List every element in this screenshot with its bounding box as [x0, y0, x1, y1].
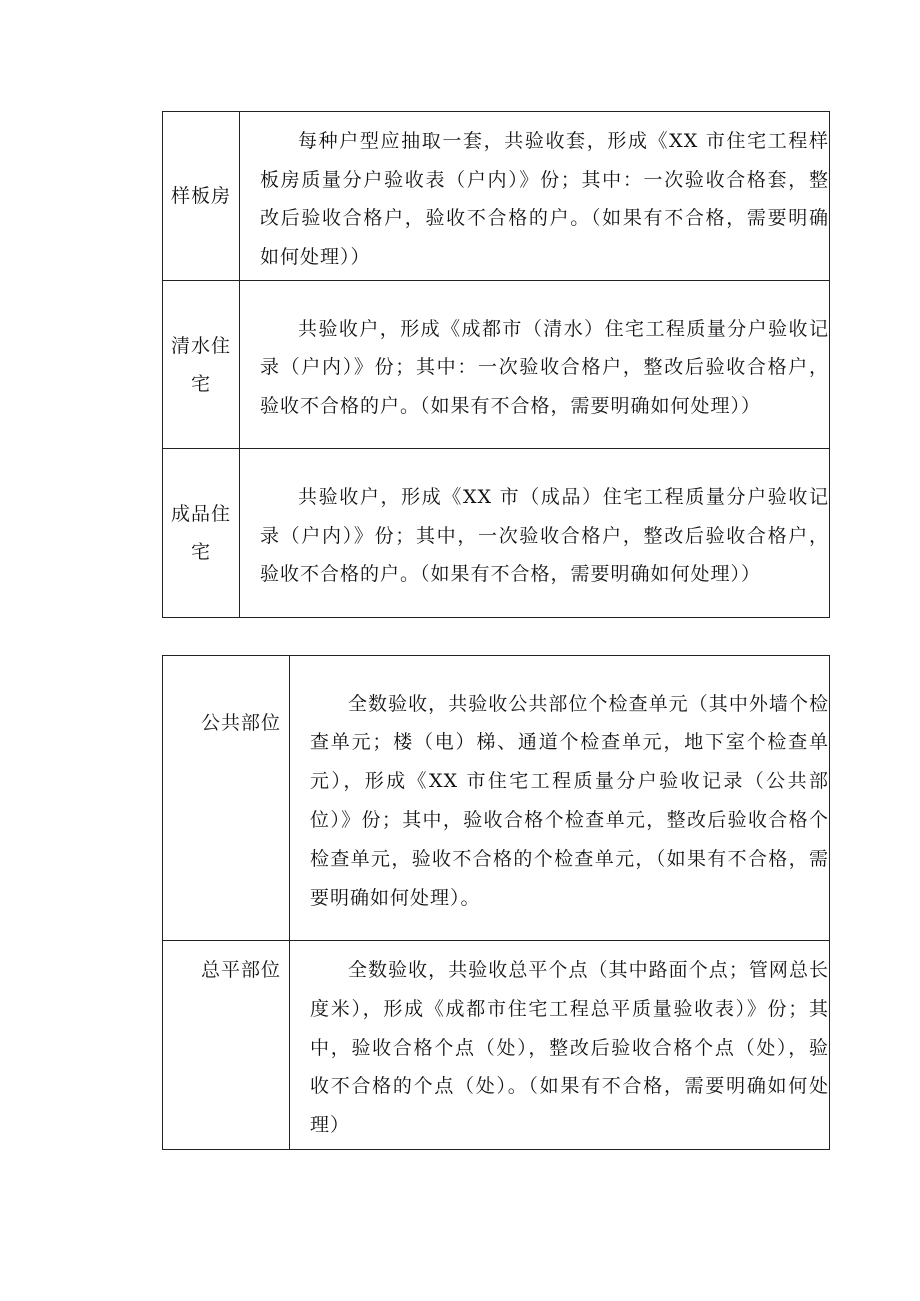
acceptance-table-units — [162, 111, 830, 618]
row-label-bare-housing: 清水住宅 — [163, 281, 240, 449]
row-content — [290, 941, 830, 1150]
acceptance-table-public — [162, 655, 830, 1150]
row-content — [240, 449, 830, 618]
content-text: 共验收户，形成《XX 市（成品）住宅工程质量分户验收记录（户内）》份；其中，一次验收合格户，整改后验收合格户，验收不合格的户。（如果有不合格，需要明确如何处理）） — [260, 486, 829, 586]
row-label-public-area: 公共部位 — [163, 656, 290, 941]
content-text: 全数验收，共验收总平个点（其中路面个点；管网总长度米），形成《成都市住宅工程总平质量验收表）》份；其中，验收合格个点（处），整改后验收合格个点（处），验收不合格的个点（处）。（如果有不合格，需要明确如何处理） — [310, 959, 829, 1137]
content-text: 共验收户，形成《成都市（清水）住宅工程质量分户验收记录（户内）》份；其中：一次验收合格户，整改后验收合格户，验收不合格的户。（如果有不合格，需要明确如何处理）） — [260, 317, 829, 417]
content-text: 全数验收，共验收公共部位个检查单元（其中外墙个检查单元；楼（电）梯、通道个检查单元，地下室个检查单元），形成《XX 市住宅工程质量分户验收记录（公共部位）》份；其中，验收合格个检查单元，整改后验收合格个检查单元，验收不合格的个检查单元，（如果有不合格，需要明确如何处理）。 — [310, 692, 829, 909]
row-label-finished-housing: 成品住宅 — [163, 449, 240, 618]
row-label-site-area: 总平部位 — [163, 941, 290, 1150]
content-text: 每种户型应抽取一套，共验收套，形成《XX 市住宅工程样板房质量分户验收表（户内）》份；其中：一次验收合格套，整改后验收合格户，验收不合格的户。（如果有不合格，需要明确如何处理）） — [260, 130, 829, 268]
table-row — [163, 656, 830, 941]
row-content — [240, 281, 830, 449]
table-row — [163, 112, 830, 281]
row-label-sample-room: 样板房 — [163, 112, 240, 281]
row-content — [290, 656, 830, 941]
table-row — [163, 281, 830, 449]
table-row — [163, 941, 830, 1150]
row-content — [240, 112, 830, 281]
table-row — [163, 449, 830, 618]
